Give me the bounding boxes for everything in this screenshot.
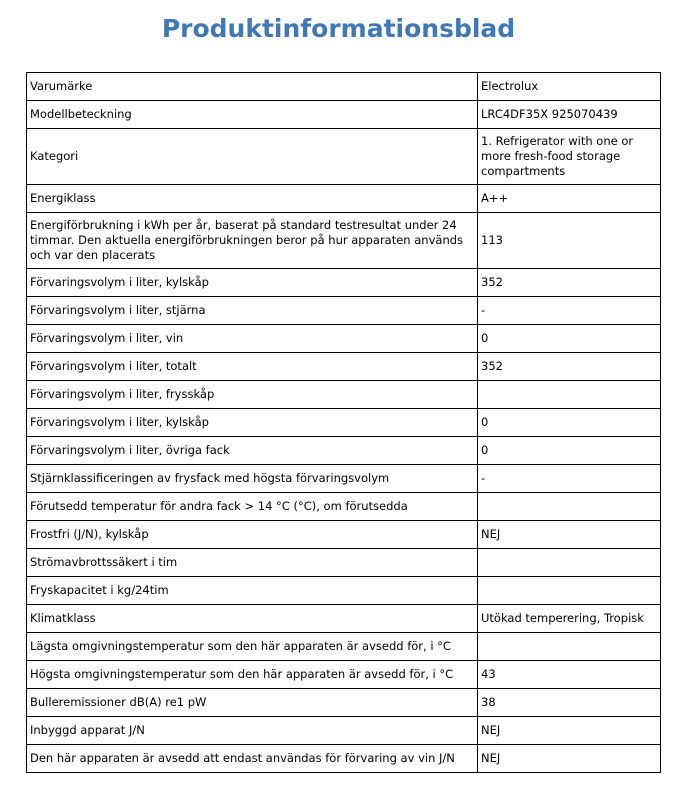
table-row: [27, 745, 661, 773]
table-row: [27, 661, 661, 689]
row-label: Inbyggd apparat J/N: [27, 717, 478, 745]
row-value: -: [478, 297, 661, 325]
row-label: Förvaringsvolym i liter, frysskåp: [27, 381, 478, 409]
row-label: Frostfri (J/N), kylskåp: [27, 521, 478, 549]
row-label: Förvaringsvolym i liter, kylskåp: [27, 269, 478, 297]
row-value: NEJ: [478, 521, 661, 549]
row-label: Energiförbrukning i kWh per år, baserat på standard testresultat under 24 timmar. Den aktuella energiförbrukningen beror på hur apparaten används och var den placerats: [27, 213, 478, 269]
row-value: A++: [478, 185, 661, 213]
table-row: [27, 381, 661, 409]
row-value: 0: [478, 325, 661, 353]
table-row: [27, 633, 661, 661]
row-value: [478, 549, 661, 577]
row-value: -: [478, 465, 661, 493]
row-value: [478, 633, 661, 661]
table-row: [27, 185, 661, 213]
row-value: NEJ: [478, 745, 661, 773]
row-value: 43: [478, 661, 661, 689]
row-value: [478, 381, 661, 409]
row-label: Högsta omgivningstemperatur som den här apparaten är avsedd för, i °C: [27, 661, 478, 689]
row-value: 0: [478, 437, 661, 465]
table-row: [27, 409, 661, 437]
row-label: Bulleremissioner dB(A) re1 pW: [27, 689, 478, 717]
row-label: Den här apparaten är avsedd att endast användas för förvaring av vin J/N: [27, 745, 478, 773]
row-label: Förvaringsvolym i liter, totalt: [27, 353, 478, 381]
table-row: [27, 325, 661, 353]
page-title: Produktinformationsblad: [161, 14, 516, 43]
row-value: 1. Refrigerator with one or more fresh-food storage compartments: [478, 129, 661, 185]
table-row: [27, 353, 661, 381]
row-value: [478, 577, 661, 605]
row-value: 0: [478, 409, 661, 437]
table-row: [27, 213, 661, 269]
table-row: [27, 465, 661, 493]
table-row: [27, 605, 661, 633]
table-row: [27, 269, 661, 297]
row-value: Utökad temperering, Tropisk: [478, 605, 661, 633]
table-row: [27, 717, 661, 745]
row-value: 352: [478, 269, 661, 297]
row-label: Modellbeteckning: [27, 101, 478, 129]
table-row: [27, 493, 661, 521]
table-row: [27, 101, 661, 129]
row-value: LRC4DF35X 925070439: [478, 101, 661, 129]
row-value: 113: [478, 213, 661, 269]
product-info-table: [26, 72, 661, 773]
table-row: [27, 437, 661, 465]
row-label: Klimatklass: [27, 605, 478, 633]
row-label: Förvaringsvolym i liter, kylskåp: [27, 409, 478, 437]
table-row: [27, 129, 661, 185]
row-value: NEJ: [478, 717, 661, 745]
row-label: Förvaringsvolym i liter, vin: [27, 325, 478, 353]
table-row: [27, 549, 661, 577]
row-label: Förutsedd temperatur för andra fack > 14 °C (°C), om förutsedda: [27, 493, 478, 521]
table-row: [27, 297, 661, 325]
row-label: Förvaringsvolym i liter, övriga fack: [27, 437, 478, 465]
row-value: [478, 493, 661, 521]
table-row: [27, 73, 661, 101]
row-value: 352: [478, 353, 661, 381]
row-label: Lägsta omgivningstemperatur som den här apparaten är avsedd för, i °C: [27, 633, 478, 661]
table-row: [27, 689, 661, 717]
row-label: Förvaringsvolym i liter, stjärna: [27, 297, 478, 325]
row-value: Electrolux: [478, 73, 661, 101]
row-label: Fryskapacitet i kg/24tim: [27, 577, 478, 605]
table-row: [27, 521, 661, 549]
row-label: Kategori: [27, 129, 478, 185]
row-value: 38: [478, 689, 661, 717]
row-label: Energiklass: [27, 185, 478, 213]
row-label: Stjärnklassificeringen av frysfack med högsta förvaringsvolym: [27, 465, 478, 493]
row-label: Strömavbrottssäkert i tim: [27, 549, 478, 577]
row-label: Varumärke: [27, 73, 478, 101]
table-row: [27, 577, 661, 605]
